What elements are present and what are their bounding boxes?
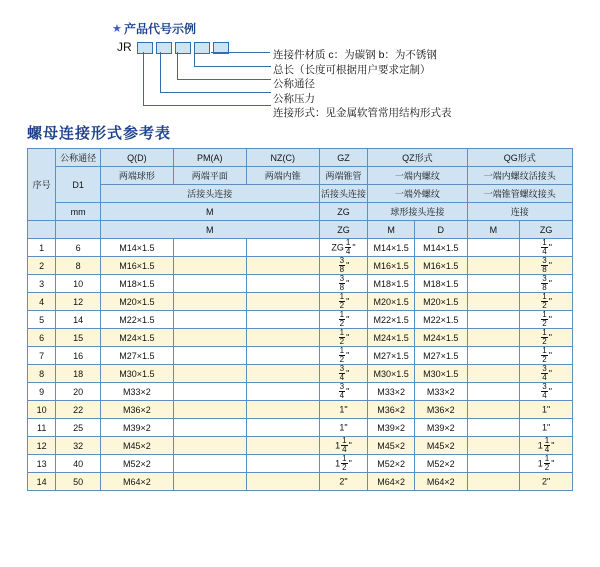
table-row (28, 455, 573, 473)
header-type-nz: 两端内锥 (246, 167, 319, 185)
cell-seq: 5 (28, 311, 56, 329)
table-row (28, 473, 573, 491)
cell-dn: 40 (56, 455, 101, 473)
cell-qg-zg: $\frac{3}{8}$ " (520, 275, 573, 293)
cell-pm (173, 473, 246, 491)
table-row (28, 275, 573, 293)
cell-qg-zg: 1" (520, 401, 573, 419)
table-row (28, 257, 573, 275)
cell-qg-m (467, 329, 520, 347)
cell-qg-zg: 1 $\frac{1}{4}$ " (520, 437, 573, 455)
cell-qz-d: M27×1.5 (414, 347, 467, 365)
table-row (28, 365, 573, 383)
cell-qz-m: M14×1.5 (368, 239, 415, 257)
header-unit-m-2: M (100, 221, 319, 239)
cell-qg-zg: $\frac{1}{2}$ " (520, 329, 573, 347)
cell-nz (246, 293, 319, 311)
cell-nz (246, 455, 319, 473)
cell-q: M64×2 (100, 473, 173, 491)
header-spacer-seq (28, 221, 56, 239)
cell-pm (173, 419, 246, 437)
code-prefix: JR (117, 40, 132, 54)
cell-pm (173, 383, 246, 401)
cell-qz-d: M30×1.5 (414, 365, 467, 383)
header-unit-m: M (100, 203, 319, 221)
header-type-gz: 两端锥管 (319, 167, 368, 185)
header-row-connection (28, 185, 573, 203)
table-row (28, 383, 573, 401)
header-type-qz-1: 一端内螺纹 (368, 167, 467, 185)
cell-qz-m: M16×1.5 (368, 257, 415, 275)
cell-qg-m (467, 401, 520, 419)
cell-qz-m: M22×1.5 (368, 311, 415, 329)
cell-qz-d: M39×2 (414, 419, 467, 437)
header-row-codes (28, 149, 573, 167)
cell-nz (246, 311, 319, 329)
cell-q: M36×2 (100, 401, 173, 419)
cell-nz (246, 347, 319, 365)
cell-dn: 16 (56, 347, 101, 365)
cell-nz (246, 383, 319, 401)
cell-qg-zg: $\frac{1}{2}$ " (520, 347, 573, 365)
cell-qz-d: M36×2 (414, 401, 467, 419)
table-row (28, 311, 573, 329)
cell-qz-m: M20×1.5 (368, 293, 415, 311)
table-row (28, 293, 573, 311)
cell-seq: 11 (28, 419, 56, 437)
cell-qz-d: M45×2 (414, 437, 467, 455)
cell-dn: 25 (56, 419, 101, 437)
cell-gz: $\frac{1}{2}$ " (319, 329, 368, 347)
cell-pm (173, 455, 246, 473)
legend-item-nominal-diameter: 公称通径 (273, 78, 315, 90)
header-seq: 序号 (28, 149, 56, 221)
cell-qz-m: M30×1.5 (368, 365, 415, 383)
cell-qg-m (467, 239, 520, 257)
page-title: 螺母连接形式参考表 (27, 125, 172, 142)
header-dn-sub: D1 (56, 167, 101, 203)
table-row (28, 401, 573, 419)
cell-q: M16×1.5 (100, 257, 173, 275)
cell-seq: 7 (28, 347, 56, 365)
cell-qz-m: M24×1.5 (368, 329, 415, 347)
cell-nz (246, 437, 319, 455)
table-header (28, 149, 573, 239)
cell-qg-m (467, 455, 520, 473)
cell-qg-zg: $\frac{1}{2}$ " (520, 311, 573, 329)
cell-qg-zg: $\frac{3}{4}$ " (520, 365, 573, 383)
cell-dn: 14 (56, 311, 101, 329)
cell-q: M24×1.5 (100, 329, 173, 347)
product-code-diagram (0, 0, 600, 118)
cell-gz: 1" (319, 419, 368, 437)
cell-pm (173, 257, 246, 275)
cell-qg-zg: $\frac{3}{4}$ " (520, 383, 573, 401)
cell-qz-m: M36×2 (368, 401, 415, 419)
cell-dn: 8 (56, 257, 101, 275)
cell-gz: ZG $\frac{1}{4}$ " (319, 239, 368, 257)
cell-pm (173, 239, 246, 257)
cell-seq: 4 (28, 293, 56, 311)
cell-seq: 2 (28, 257, 56, 275)
cell-qz-d: M64×2 (414, 473, 467, 491)
cell-qg-m (467, 473, 520, 491)
cell-qg-m (467, 365, 520, 383)
cell-qg-m (467, 383, 520, 401)
cell-q: M39×2 (100, 419, 173, 437)
code-diagram-title: 产品代号示例 (124, 22, 197, 36)
cell-qz-d: M16×1.5 (414, 257, 467, 275)
cell-seq: 3 (28, 275, 56, 293)
cell-seq: 6 (28, 329, 56, 347)
cell-q: M52×2 (100, 455, 173, 473)
header-unit-qg-m: M (467, 221, 520, 239)
cell-q: M30×1.5 (100, 365, 173, 383)
cell-gz: $\frac{3}{4}$ " (319, 365, 368, 383)
legend-item-length: 总长（长度可根据用户要求定制） (273, 63, 431, 76)
cell-q: M22×1.5 (100, 311, 173, 329)
cell-pm (173, 401, 246, 419)
header-type-pm: 两端平面 (173, 167, 246, 185)
code-legend (273, 48, 452, 121)
leader-line-4 (194, 52, 271, 67)
cell-qg-m (467, 437, 520, 455)
header-group-code-nz: NZ(C) (246, 149, 319, 167)
cell-qg-zg: $\frac{1}{4}$ " (520, 239, 573, 257)
cell-qg-m (467, 311, 520, 329)
cell-pm (173, 275, 246, 293)
header-unit-qz-d: D (414, 221, 467, 239)
cell-qz-d: M33×2 (414, 383, 467, 401)
cell-qz-d: M18×1.5 (414, 275, 467, 293)
cell-q: M27×1.5 (100, 347, 173, 365)
cell-qz-d: M20×1.5 (414, 293, 467, 311)
cell-gz: $\frac{1}{2}$ " (319, 347, 368, 365)
cell-qg-zg: $\frac{3}{8}$ " (520, 257, 573, 275)
cell-qz-m: M39×2 (368, 419, 415, 437)
cell-q: M45×2 (100, 437, 173, 455)
table-row (28, 329, 573, 347)
header-row-types (28, 167, 573, 185)
header-group-code-gz: GZ (319, 149, 368, 167)
cell-pm (173, 347, 246, 365)
leader-line-5 (211, 52, 270, 53)
header-group-code-q: Q(D) (100, 149, 173, 167)
cell-gz: $\frac{3}{8}$ " (319, 257, 368, 275)
cell-qg-zg: 1 $\frac{1}{2}$ " (520, 455, 573, 473)
cell-seq: 12 (28, 437, 56, 455)
legend-item-nominal-pressure: 公称压力 (273, 92, 315, 105)
header-conn-qpmnz: 活接头连接 (100, 185, 319, 203)
cell-seq: 1 (28, 239, 56, 257)
cell-nz (246, 329, 319, 347)
cell-nz (246, 365, 319, 383)
header-unit-qg-zg: ZG (520, 221, 573, 239)
header-dn-label: 公称通径 (56, 149, 101, 167)
cell-nz (246, 401, 319, 419)
cell-seq: 9 (28, 383, 56, 401)
header-type-qz-2: 一端外螺纹 (368, 185, 467, 203)
header-unit-zg-2: ZG (319, 221, 368, 239)
cell-qz-m: M18×1.5 (368, 275, 415, 293)
cell-q: M20×1.5 (100, 293, 173, 311)
cell-seq: 14 (28, 473, 56, 491)
cell-pm (173, 365, 246, 383)
cell-dn: 12 (56, 293, 101, 311)
header-spacer-dn (56, 221, 101, 239)
cell-nz (246, 257, 319, 275)
cell-nz (246, 419, 319, 437)
header-dn-unit: mm (56, 203, 101, 221)
cell-qz-d: M22×1.5 (414, 311, 467, 329)
table-body (28, 239, 573, 491)
cell-gz: $\frac{1}{2}$ " (319, 311, 368, 329)
cell-dn: 22 (56, 401, 101, 419)
header-group-code-qz: QZ形式 (368, 149, 467, 167)
cell-q: M18×1.5 (100, 275, 173, 293)
header-type-qg-2: 一端锥管螺纹接头 (467, 185, 572, 203)
cell-dn: 15 (56, 329, 101, 347)
header-row-units (28, 203, 573, 221)
cell-pm (173, 437, 246, 455)
cell-seq: 13 (28, 455, 56, 473)
cell-q: M33×2 (100, 383, 173, 401)
cell-qz-d: M24×1.5 (414, 329, 467, 347)
cell-dn: 50 (56, 473, 101, 491)
header-unit-qz-m: M (368, 221, 415, 239)
header-type-q: 两端球形 (100, 167, 173, 185)
cell-nz (246, 473, 319, 491)
cell-qz-m: M64×2 (368, 473, 415, 491)
nut-connection-table (27, 148, 573, 491)
cell-gz: 1 $\frac{1}{4}$ " (319, 437, 368, 455)
cell-qz-m: M33×2 (368, 383, 415, 401)
cell-gz: 1 $\frac{1}{2}$ " (319, 455, 368, 473)
cell-qg-zg: $\frac{1}{2}$ " (520, 293, 573, 311)
header-conn-qz: 球形接头连接 (368, 203, 467, 221)
header-unit-zg: ZG (319, 203, 368, 221)
header-type-qg-1: 一端内螺纹活接头 (467, 167, 572, 185)
cell-qz-m: M52×2 (368, 455, 415, 473)
cell-gz: $\frac{1}{2}$ " (319, 293, 368, 311)
table-row (28, 419, 573, 437)
cell-nz (246, 275, 319, 293)
cell-gz: 1" (319, 401, 368, 419)
header-group-code-pm: PM(A) (173, 149, 246, 167)
cell-gz: $\frac{3}{8}$ " (319, 275, 368, 293)
header-conn-gz: 活接头连接 (319, 185, 368, 203)
cell-pm (173, 293, 246, 311)
table-row (28, 239, 573, 257)
cell-qz-m: M27×1.5 (368, 347, 415, 365)
cell-qg-m (467, 257, 520, 275)
header-conn-qg: 连接 (467, 203, 572, 221)
cell-dn: 6 (56, 239, 101, 257)
table-row (28, 347, 573, 365)
cell-qg-m (467, 293, 520, 311)
header-row-subunits (28, 221, 573, 239)
cell-dn: 18 (56, 365, 101, 383)
cell-qz-d: M14×1.5 (414, 239, 467, 257)
legend-item-connection-type: 连接形式：见金属软管常用结构形式表 (273, 107, 452, 119)
cell-pm (173, 329, 246, 347)
cell-gz: 2" (319, 473, 368, 491)
star-icon: ★ (112, 23, 122, 35)
cell-dn: 32 (56, 437, 101, 455)
cell-qg-m (467, 347, 520, 365)
cell-qg-zg: 1" (520, 419, 573, 437)
cell-qz-d: M52×2 (414, 455, 467, 473)
cell-q: M14×1.5 (100, 239, 173, 257)
cell-dn: 20 (56, 383, 101, 401)
cell-seq: 8 (28, 365, 56, 383)
table-row (28, 437, 573, 455)
cell-gz: $\frac{3}{4}$ " (319, 383, 368, 401)
cell-pm (173, 311, 246, 329)
cell-dn: 10 (56, 275, 101, 293)
cell-qg-m (467, 419, 520, 437)
legend-item-material: 连接件材质 c：为碳钢 b：为不锈钢 (273, 49, 437, 61)
cell-qg-m (467, 275, 520, 293)
cell-qz-m: M45×2 (368, 437, 415, 455)
header-group-code-qg: QG形式 (467, 149, 572, 167)
cell-nz (246, 239, 319, 257)
cell-qg-zg: 2" (520, 473, 573, 491)
cell-seq: 10 (28, 401, 56, 419)
